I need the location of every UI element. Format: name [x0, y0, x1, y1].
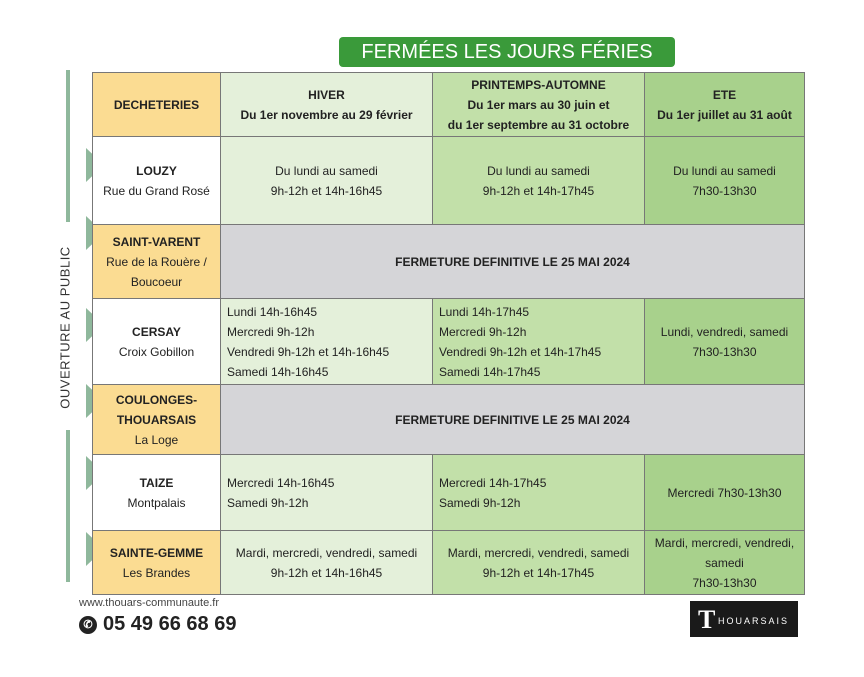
site-place: Rue de la Rouère / — [106, 254, 207, 269]
closure-notice: FERMETURE DEFINITIVE LE 25 MAI 2024 — [221, 385, 805, 455]
site-name: SAINT-VARENT — [112, 234, 201, 249]
header-decheteries: DECHETERIES — [93, 73, 221, 137]
logo-letter: T — [698, 605, 718, 634]
hours-hiver — [221, 455, 433, 531]
hours-line: 7h30-13h30 — [692, 344, 757, 359]
site-name: CERSAY — [132, 324, 181, 339]
side-label-text: OUVERTURE AU PUBLIC — [57, 246, 73, 409]
hours-line: Vendredi 9h-12h et 14h-17h45 — [439, 344, 602, 359]
side-bracket-top — [66, 70, 70, 222]
hours-line: Du lundi au samedi — [487, 163, 590, 178]
hours-line: Mercredi 14h-16h45 — [227, 475, 335, 490]
logo-text: HOUARSAIS — [718, 616, 790, 626]
site-place: Boucoeur — [130, 274, 183, 289]
hiver-dates: Du 1er novembre au 29 février — [240, 107, 413, 122]
hours-line: Mercredi 9h-12h — [227, 324, 315, 339]
hours-line: Samedi 14h-16h45 — [227, 364, 329, 379]
hours-line: Lundi 14h-16h45 — [227, 304, 318, 319]
hours-line: Samedi 14h-17h45 — [439, 364, 541, 379]
table-row — [93, 385, 805, 455]
opening-hours-table — [92, 72, 805, 595]
site-louzy — [93, 137, 221, 225]
table-row — [93, 225, 805, 299]
phone-number[interactable] — [79, 613, 236, 636]
printemps-title: PRINTEMPS-AUTOMNE — [471, 77, 606, 92]
ete-dates: Du 1er juillet au 31 août — [657, 107, 792, 122]
site-place: Les Brandes — [122, 565, 191, 580]
table-row — [93, 299, 805, 385]
website-link[interactable]: www.thouars-communaute.fr — [79, 597, 219, 609]
hours-line: Mardi, mercredi, vendredi, samedi — [235, 545, 418, 560]
hours-line: Du lundi au samedi — [275, 163, 378, 178]
hours-ete — [645, 137, 805, 225]
header-hiver — [221, 73, 433, 137]
table-header-row — [93, 73, 805, 137]
hours-line: Samedi 9h-12h — [227, 495, 309, 510]
hours-line: Du lundi au samedi — [673, 163, 776, 178]
ete-title: ETE — [712, 87, 737, 102]
hours-line: Vendredi 9h-12h et 14h-16h45 — [227, 344, 390, 359]
hours-line: Mercredi 9h-12h — [439, 324, 527, 339]
table-row — [93, 137, 805, 225]
hours-ete: Mercredi 7h30-13h30 — [645, 455, 805, 531]
site-name: SAINTE-GEMME — [109, 545, 204, 560]
printemps-dates-2: du 1er septembre au 31 octobre — [447, 117, 630, 132]
hiver-title: HIVER — [308, 87, 345, 102]
hours-line: 9h-12h et 14h-16h45 — [270, 183, 383, 198]
hours-hiver — [221, 299, 433, 385]
hours-ete — [645, 531, 805, 595]
site-name: LOUZY — [136, 163, 177, 178]
hours-line: Mercredi 14h-17h45 — [439, 475, 547, 490]
hours-hiver — [221, 137, 433, 225]
hours-line: Mardi, mercredi, vendredi, samedi — [447, 545, 630, 560]
site-name: COULONGES- — [115, 392, 198, 407]
page-title-banner: FERMÉES LES JOURS FÉRIES — [339, 37, 675, 67]
site-taize — [93, 455, 221, 531]
site-sainte-gemme — [93, 531, 221, 595]
table-row — [93, 455, 805, 531]
side-label — [50, 230, 80, 440]
site-place: Croix Gobillon — [118, 344, 195, 359]
closure-notice: FERMETURE DEFINITIVE LE 25 MAI 2024 — [221, 225, 805, 299]
site-cersay — [93, 299, 221, 385]
hours-printemps — [433, 531, 645, 595]
site-name: THOUARSAIS — [116, 412, 197, 427]
hours-line: 7h30-13h30 — [692, 575, 757, 590]
hours-line: 7h30-13h30 — [692, 183, 757, 198]
hours-printemps — [433, 455, 645, 531]
hours-line: samedi — [705, 555, 744, 570]
phone-icon: ✆ — [79, 616, 97, 634]
hours-hiver — [221, 531, 433, 595]
header-printemps — [433, 73, 645, 137]
site-name: TAIZE — [139, 475, 174, 490]
hours-printemps — [433, 299, 645, 385]
site-place: Rue du Grand Rosé — [103, 183, 210, 198]
side-bracket-bottom — [66, 430, 70, 582]
hours-ete — [645, 299, 805, 385]
site-place: Montpalais — [127, 495, 186, 510]
site-coulonges — [93, 385, 221, 455]
hours-line: 9h-12h et 14h-17h45 — [482, 183, 595, 198]
hours-line: Lundi 14h-17h45 — [439, 304, 530, 319]
hours-line: Lundi, vendredi, samedi — [660, 324, 789, 339]
hours-printemps — [433, 137, 645, 225]
table-row — [93, 531, 805, 595]
site-place: La Loge — [134, 432, 179, 447]
hours-line: Mardi, mercredi, vendredi, — [654, 535, 795, 550]
header-ete — [645, 73, 805, 137]
phone-text: 05 49 66 68 69 — [103, 613, 237, 635]
hours-line: Samedi 9h-12h — [439, 495, 521, 510]
hours-line: 9h-12h et 14h-16h45 — [270, 565, 383, 580]
site-saint-varent — [93, 225, 221, 299]
printemps-dates-1: Du 1er mars au 30 juin et — [467, 97, 610, 112]
thouarsais-logo — [690, 601, 798, 637]
hours-line: 9h-12h et 14h-17h45 — [482, 565, 595, 580]
